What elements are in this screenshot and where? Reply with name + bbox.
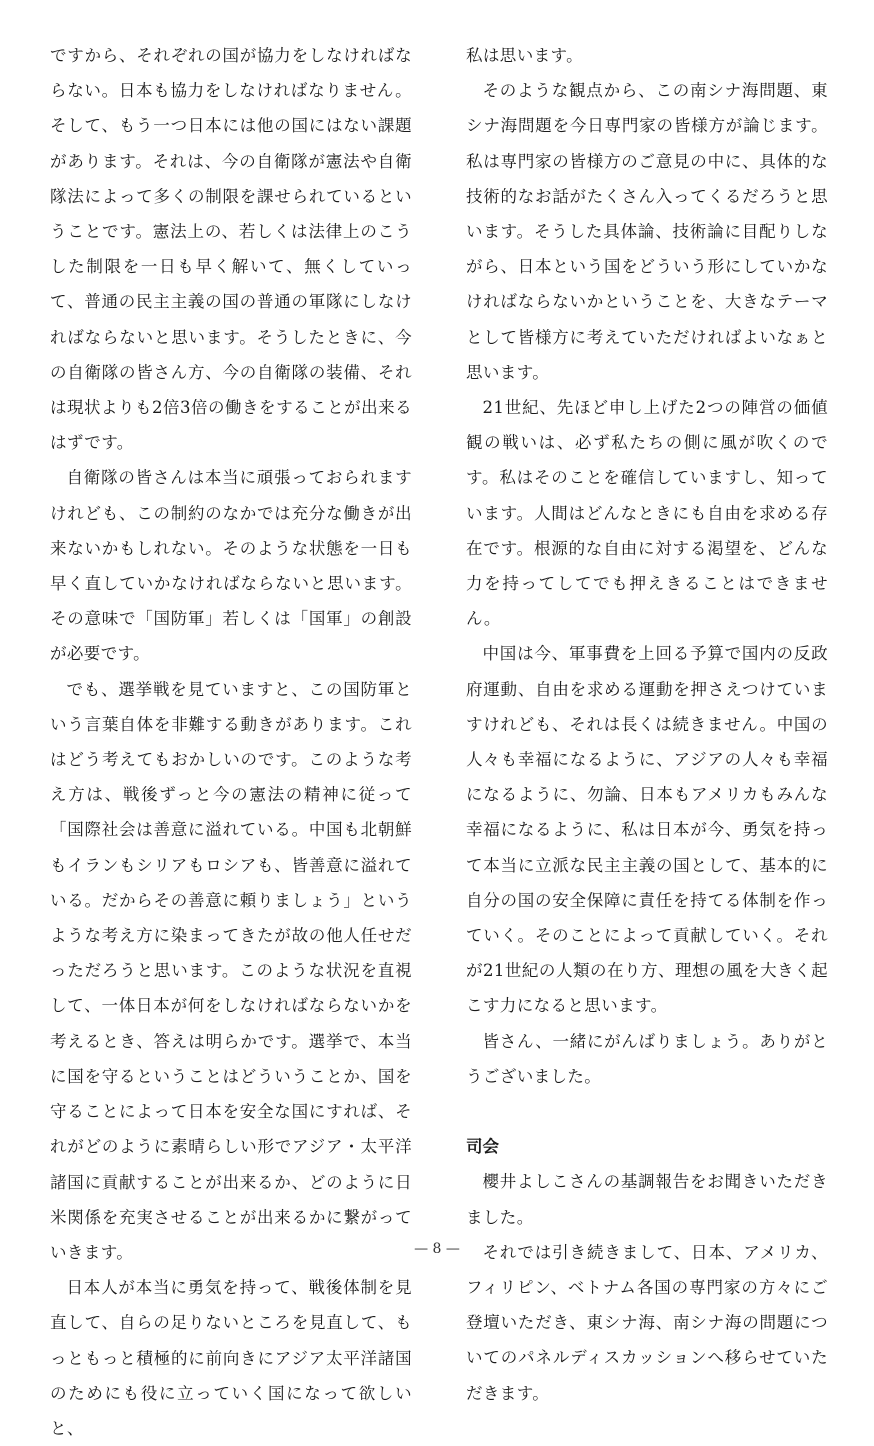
paragraph: 私は思います。 <box>466 46 583 65</box>
paragraph: 中国は今、軍事費を上回る予算で国内の反政府運動、自由を求める運動を押さえつけていますけれども、それは長くは続きません。中国の人々も幸福になるように、アジアの人々も幸福になるように、勿論、日本もアメリカもみんな幸福になるように、私は日本が今、勇気を持って本当に立派な民主主義の国として、基本的に自分の国の安全保障に責任を持てる体制を作っていく。そのことによって貢献していく。それが21世紀の人類の在り方、理想の風を大きく起こす力になると思います。 <box>466 644 828 1016</box>
left-column <box>50 38 412 1446</box>
page-number: — 8 — <box>414 1241 460 1257</box>
paragraph: 21世紀、先ほど申し上げた2つの陣営の価値観の戦いは、必ず私たちの側に風が吹くのです。私はそのことを確信していますし、知っています。人間はどんなときにも自由を求める存在です。根源的な自由に対する渇望を、どんな力を持ってしてでも押えきることはできません。 <box>466 398 828 629</box>
section-spacer <box>466 1094 828 1129</box>
paragraph: でも、選挙戦を見ていますと、この国防軍という言葉自体を非難する動きがあります。これはどう考えてもおかしいのです。このような考え方は、戦後ずっと今の憲法の精神に従って「国際社会は善意に溢れている。中国も北朝鮮もイランもシリアもロシアも、皆善意に溢れている。だからその善意に頼りましょう」というような考え方に染まってきたが故の他人任せだっただろうと思います。このような状況を直視して、一体日本が何をしなければならないかを考えるとき、答えは明らかです。選挙で、本当に国を守るということはどういうことか、国を守ることによって日本を安全な国にすれば、それがどのように素晴らしい形でアジア・太平洋諸国に貢献することが出来るか、どのように日米関係を充実させることが出来るかに繋がっていきます。 <box>50 679 412 1262</box>
paragraph: そのような観点から、この南シナ海問題、東シナ海問題を今日専門家の皆様方が論じます。私は専門家の皆様方のご意見の中に、具体的な技術的なお話がたくさん入ってくるだろうと思います。そうした具体論、技術論に目配りしながら、日本という国をどういう形にしていかなければならないかということを、大きなテーマとして皆様方に考えていただければよいなぁと思います。 <box>466 81 828 382</box>
paragraph: 日本人が本当に勇気を持って、戦後体制を見直して、自らの足りないところを見直して、もっともっと積極的に前向きにアジア太平洋諸国のためにも役に立っていく国になって欲しいと、 <box>50 1278 412 1438</box>
paragraph: 自衛隊の皆さんは本当に頑張っておられますけれども、この制約のなかでは充分な働きが出来ないかもしれない。そのような状態を一日も早く直していかなければならないと思います。その意味で「国防軍」若しくは「国軍」の創設が必要です。 <box>50 468 412 664</box>
paragraph: それでは引き続きまして、日本、アメリカ、フィリピン、ベトナム各国の専門家の方々にご登壇いただき、東シナ海、南シナ海の問題についてのパネルディスカッションへ移らせていただきます。 <box>466 1242 828 1403</box>
right-column <box>466 38 828 1411</box>
paragraph: ですから、それぞれの国が協力をしなければならない。日本も協力をしなければなりません。そして、もう一つ日本には他の国にはない課題があります。それは、今の自衛隊が憲法や自衛隊法によって多くの制限を課せられているということです。憲法上の、若しくは法律上のこうした制限を一日も早く解いて、無くしていって、普通の民主主義の国の普通の軍隊にしなければならないと思います。そうしたときに、今の自衛隊の皆さん方、今の自衛隊の装備、それは現状よりも2倍3倍の働きをすることが出来るはずです。 <box>50 46 412 453</box>
paragraph: 櫻井よしこさんの基調報告をお聞きいただきました。 <box>466 1172 828 1227</box>
paragraph: 皆さん、一緒にがんばりましょう。ありがとうございました。 <box>466 1031 828 1086</box>
section-heading: 司会 <box>466 1137 499 1157</box>
